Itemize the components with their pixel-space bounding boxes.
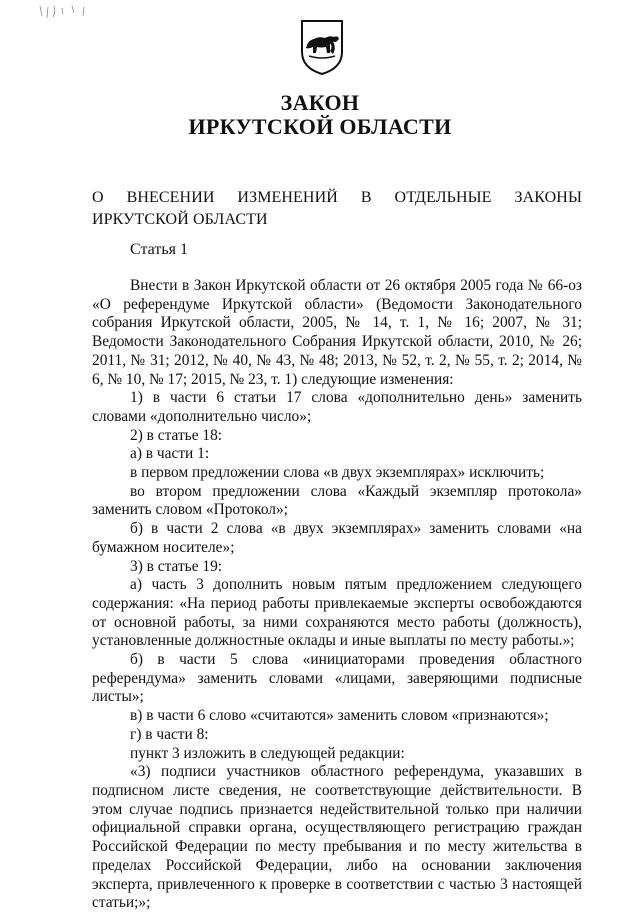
article-label: Статья 1 (130, 241, 188, 258)
scan-artifact-marks (38, 4, 98, 22)
paragraph-item-3c: в) в части 6 слово «считаются» заменить словом «признаются»; (130, 707, 549, 725)
law-subject-heading: О ВНЕСЕНИИ ИЗМЕНЕНИЙ В ОТДЕЛЬНЫЕ ЗАКОНЫ ИРКУТСКОЙ ОБЛАСТИ (92, 189, 582, 228)
paragraph-item-2a-2: во втором предложении слова «Каждый экземпляр протокола» заменить словом «Протокол»; (92, 482, 582, 519)
paragraph-item-2: 2) в статье 18: (130, 426, 223, 444)
paragraph-item-3d-2: «3) подписи участников областного референдума, указавших в подписном листе сведения, не соответствующие действительности. В этом случае подпись признается недействительной только при наличии официальной справки органа, осуществляющего регистрацию граждан Российской Федерации по месту пребывания и по месту жительства в пределах Российской Федерации, либо на основании заключения эксперта, привлеченного к проверке в соответствии с частью 3 настоящей статьи;»; (92, 763, 582, 912)
paragraph-item-3d: г) в части 8: (130, 725, 209, 743)
document-title-region: ИРКУТСКОЙ ОБЛАСТИ (188, 114, 452, 139)
paragraph-item-2a: а) в части 1: (130, 445, 210, 463)
paragraph-item-3: 3) в статье 19: (130, 557, 223, 575)
paragraph-intro: Внести в Закон Иркутской области от 26 октября 2005 года № 66-оз «О референдуме Иркутской области» (Ведомости Законодательного собрания Иркутской области, 2005, № 14, т. 1, № 16; 2007, № 31; Ведомости Законодательного Собрания Иркутской области, 2010, № 26; 2011, № 31; 2012, № 40, № 43, № 48; 2013, № 52, т. 2, № 55, т. 2; 2014, № 6, № 10, № 17; 2015, № 23, т. 1) следующие изменения: (92, 277, 582, 388)
paragraph-item-1: 1) в части 6 статьи 17 слова «дополнительно день» заменить словами «дополнительно число»; (92, 389, 582, 425)
article-body (92, 277, 582, 913)
document-title-law: ЗАКОН (280, 90, 360, 115)
paragraph-item-3d-1: пункт 3 изложить в следующей редакции: (130, 744, 405, 762)
paragraph-item-3a: а) часть 3 дополнить новым пятым предложением следующего содержания: «На период работы привлекаемые эксперты освобождаются от основной работы, за ними сохраняются место работы (должность), установленные должностные оклады и иные выплаты по месту работы.»; (92, 576, 582, 650)
paragraph-item-2b: б) в части 2 слова «в двух экземплярах» заменить словами «на бумажном носителе»; (92, 520, 582, 556)
paragraph-item-3b: б) в части 5 слова «инициаторами проведения областного референдума» заменить словами «лицами, заверяющими подписные листы»; (92, 651, 582, 706)
irkutsk-oblast-coat-of-arms-icon (299, 18, 345, 76)
paragraph-item-2a-1: в первом предложении слова «в двух экземплярах» исключить; (130, 464, 545, 482)
